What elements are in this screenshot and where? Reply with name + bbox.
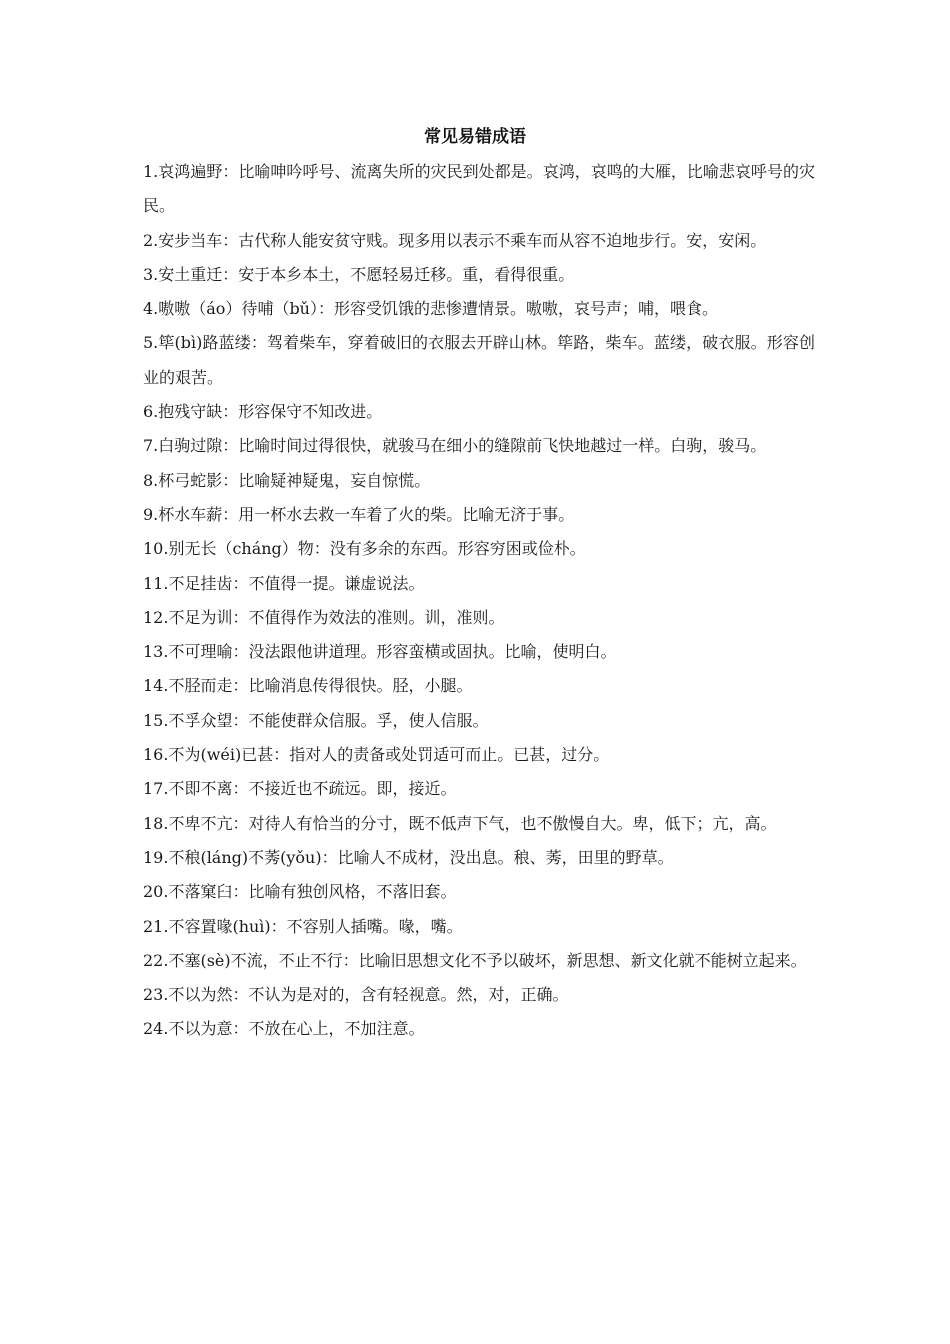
idiom-entry: 23.不以为然：不认为是对的，含有轻视意。然，对，正确。	[143, 985, 569, 1005]
idiom-entry: 24.不以为意：不放在心上，不加注意。	[143, 1019, 425, 1039]
idiom-entry: 1.哀鸿遍野：比喻呻吟呼号、流离失所的灾民到处都是。哀鸿，哀鸣的大雁，比喻悲哀呼号的灾民。	[143, 162, 815, 216]
idiom-entry: 21.不容置喙(huì)：不容别人插嘴。喙，嘴。	[143, 916, 463, 936]
idiom-entry: 3.安土重迁：安于本乡本土，不愿轻易迁移。重，看得很重。	[143, 264, 575, 284]
idiom-entry: 6.抱残守缺：形容保守不知改进。	[143, 402, 383, 422]
idiom-entry: 4.嗷嗷（áo）待哺（bǔ）：形容受饥饿的悲惨遭情景。嗷嗷，哀号声；哺，喂食。	[143, 299, 718, 319]
idiom-entry: 22.不塞(sè)不流，不止不行：比喻旧思想文化不予以破坏，新思想、新文化就不能树立起来。	[143, 950, 807, 970]
idiom-entry: 15.不孚众望：不能使群众信服。孚，使人信服。	[143, 710, 489, 730]
idiom-entry: 20.不落窠臼：比喻有独创风格，不落旧套。	[143, 882, 457, 902]
idiom-list	[143, 155, 815, 1047]
idiom-entry: 12.不足为训：不值得作为效法的准则。训，准则。	[143, 607, 505, 627]
idiom-entry: 14.不胫而走：比喻消息传得很快。胫，小腿。	[143, 676, 473, 696]
idiom-entry: 19.不稂(láng)不莠(yǒu)：比喻人不成材，没出息。稂、莠，田里的野草。	[143, 847, 674, 867]
idiom-entry: 18.不卑不亢：对待人有恰当的分寸，既不低声下气，也不傲慢自大。卑，低下；亢，高。	[143, 813, 777, 833]
idiom-entry: 13.不可理喻：没法跟他讲道理。形容蛮横或固执。比喻，使明白。	[143, 642, 617, 662]
page-title: 常见易错成语	[424, 127, 526, 147]
idiom-entry: 7.白驹过隙：比喻时间过得很快，就骏马在细小的缝隙前飞快地越过一样。白驹，骏马。	[143, 436, 767, 456]
idiom-entry: 8.杯弓蛇影：比喻疑神疑鬼，妄自惊慌。	[143, 470, 431, 490]
idiom-entry: 16.不为(wéi)已甚：指对人的责备或处罚适可而止。已甚，过分。	[143, 745, 610, 765]
idiom-entry: 17.不即不离：不接近也不疏远。即，接近。	[143, 779, 457, 799]
idiom-entry: 9.杯水车薪：用一杯水去救一车着了火的柴。比喻无济于事。	[143, 504, 575, 524]
idiom-entry: 2.安步当车：古代称人能安贫守贱。现多用以表示不乘车而从容不迫地步行。安，安闲。	[143, 230, 767, 250]
idiom-entry: 5.筚(bì)路蓝缕：驾着柴车，穿着破旧的衣服去开辟山林。筚路，柴车。蓝缕，破衣服。形容创业的艰苦。	[143, 333, 815, 387]
idiom-entry: 11.不足挂齿：不值得一提。谦虚说法。	[143, 573, 425, 593]
idiom-entry: 10.别无长（cháng）物：没有多余的东西。形容穷困或俭朴。	[143, 539, 586, 559]
